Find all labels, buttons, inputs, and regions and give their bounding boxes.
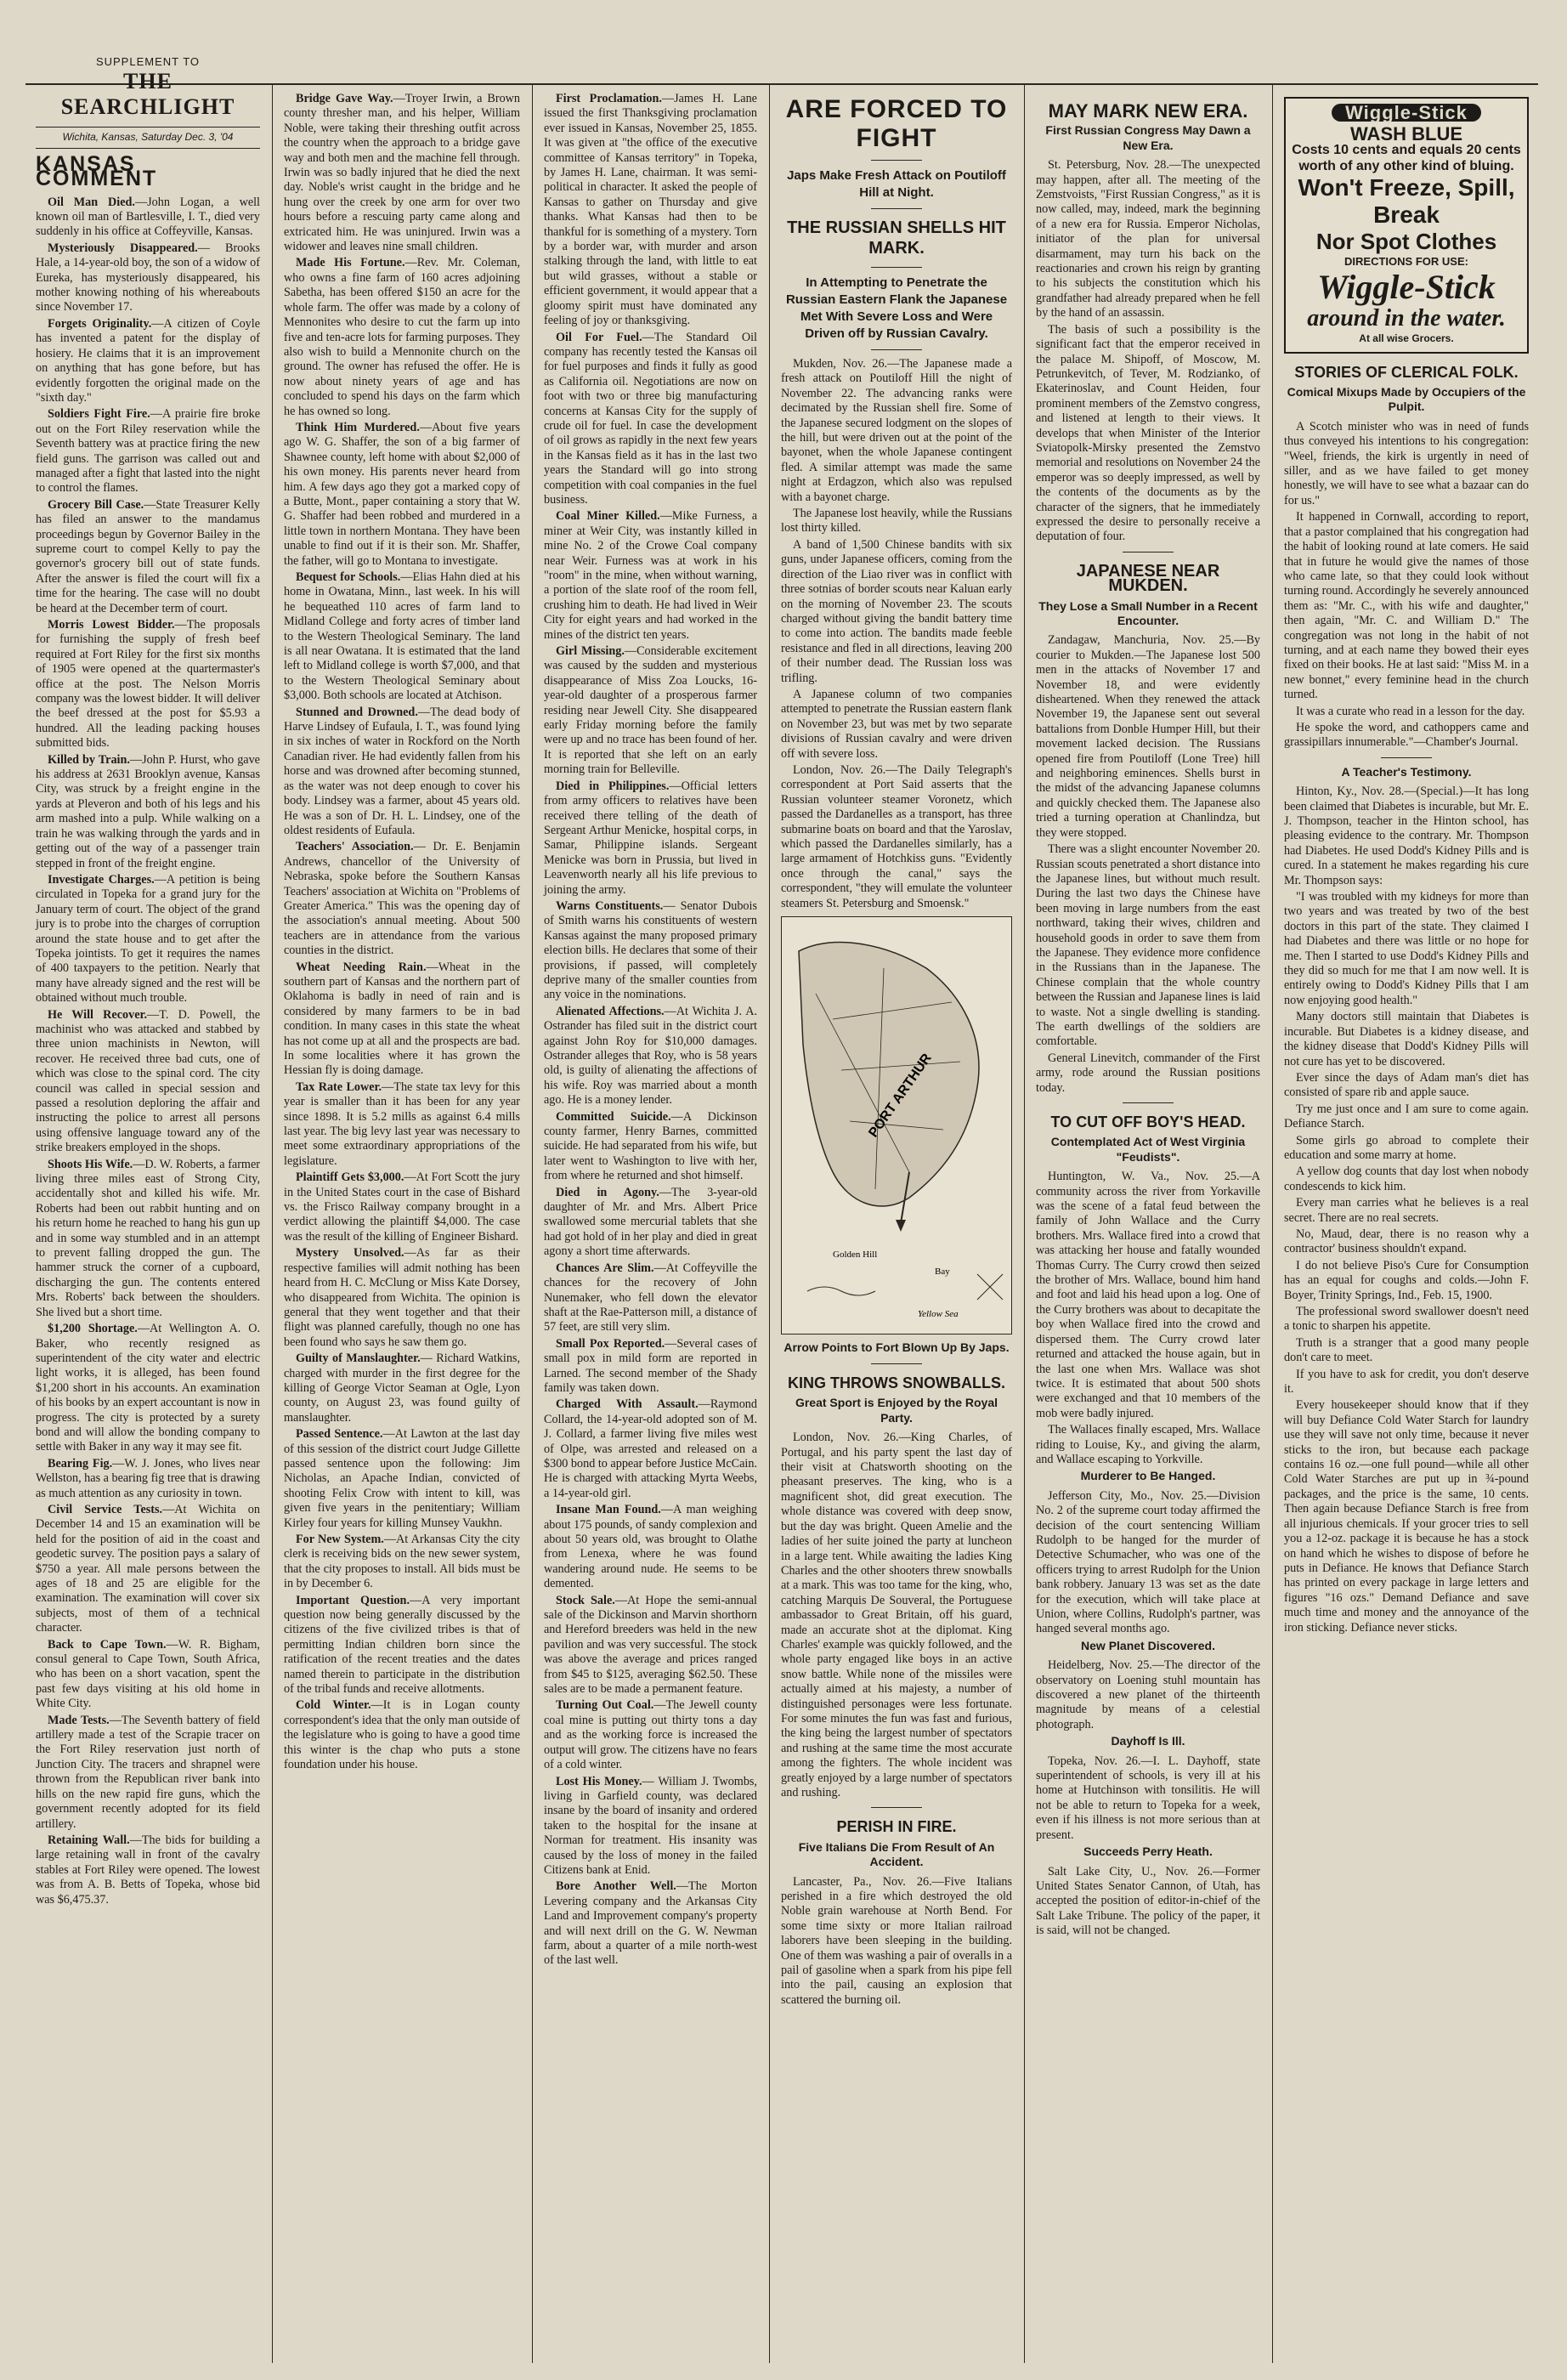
news-item bbox=[544, 1594, 757, 1697]
paragraph: Lancaster, Pa., Nov. 26.—Five Italians perished in a fire which destroyed the old Noble grain warehouse at North Bend. For some time sixty or more Italian railroad laborers have been sleeping in the building. One of them was washing a pair of overalls in a pail of gasoline when a spark from his pipe fell into the pail, causing an explosion that scattered the burning oil. bbox=[781, 1874, 1012, 2007]
news-item bbox=[36, 618, 260, 751]
planet-headline: New Planet Discovered. bbox=[1081, 1638, 1215, 1652]
news-item-text: — William J. Twombs, living in Garfield county, was declared insane by the board of insanity and ordered taken to the hospital for the insane at Norman for treatment. His insanity was caused by the loss of money in the failed Citizens bank at Enid. bbox=[544, 1774, 757, 1877]
king-paras bbox=[781, 1431, 1012, 1800]
news-item-head: First Proclamation. bbox=[556, 92, 662, 105]
column-2 bbox=[274, 92, 530, 2363]
news-item-text: —The Standard Oil company has recently tested the Kansas oil for fuel purposes and finds it fully as good as California oil. Negotiations are now on foot with two or three big manufacturing concerns at Kansas City for the supply of crude oil for fuel. In case the development of oil grows as rapidly in the next few years in the Kansas field as it has in the last two years the Standard will go into strong competition with coal companies in the fuel business. bbox=[544, 330, 757, 507]
news-item-head: Morris Lowest Bidder. bbox=[48, 618, 175, 632]
col4-paras bbox=[781, 357, 1012, 911]
news-item bbox=[284, 92, 520, 254]
paragraph: Jefferson City, Mo., Nov. 25.—Division No. 2 of the supreme court today affirmed the decision of the court sentencing William Rudolph to be hanged for the murder of Detective Schumacher, who was one of the officers trying to arrest Rudolph for the Union bank robbery. January 13 was set as the date for the execution, which will take place at Union, where Collins, Rudolph's partner, was hanged several months ago. bbox=[1036, 1488, 1260, 1636]
news-item-head: Alienated Affections. bbox=[556, 1004, 665, 1018]
paragraph: St. Petersburg, Nov. 28.—The unexpected may happen, after all. The meeting of the Zemstvoists, "First Russian Congress," as it is now called, may, indeed, mark the beginning of a new era for Russia. Emperor Nicholas, initiator of the plan for universal disarmament, may turn his back on the reactionaries and crown his reign by granting to his subjects the constitution which his grandfather had already prepared when he fell by the hand of an assassin. bbox=[1036, 158, 1260, 320]
dayhoff-headline: Dayhoff Is Ill. bbox=[1111, 1734, 1185, 1748]
ad-line-4: DIRECTIONS FOR USE: bbox=[1344, 254, 1468, 268]
heath-headline: Succeeds Perry Heath. bbox=[1083, 1844, 1213, 1859]
port-arthur-map bbox=[781, 916, 1012, 1334]
paragraph: Zandagaw, Manchuria, Nov. 25.—By courier to Mukden.—The Japanese lost 500 men in the attacks of November 17 and November 18, and were evidently disheartened. When they renewed the attack November 19, the Japanese sent out several battalions from Donble Humper Hill, but their movement lacked decision. The Russians opened fire from Poutiloff (Lone Tree) hill and neighboring eminences. Shells burst in the midst of the advancing Japanese columns and quickly checked them. The Japanese also tried a turning operation at Chanlindza, but they were stopped. bbox=[1036, 633, 1260, 840]
news-item-text: — Richard Watkins, charged with murder in the first degree for the killing of George Victor Seaman at Ogle, Lyon county, on August 23, was found guilty of manslaughter. bbox=[284, 1352, 520, 1425]
news-item bbox=[544, 92, 757, 329]
perish-paras bbox=[781, 1875, 1012, 2009]
news-item-head: Charged With Assault. bbox=[556, 1397, 699, 1412]
news-item bbox=[544, 1879, 757, 1968]
news-item bbox=[36, 196, 260, 240]
paragraph: I do not believe Piso's Cure for Consumption has an equal for coughs and colds.—John F. Boyer, Trinity Springs, Ind., Feb. 15, 1900. bbox=[1284, 1258, 1529, 1302]
news-item-head: Retaining Wall. bbox=[48, 1833, 130, 1847]
news-item-text: —At Fort Scott the jury in the United States court in the case of Bishard vs. the Frisco Railway company brought in a verdict allowing the plaintiff $4,000. The case was the result of the killing of Engineer Bishard. bbox=[284, 1170, 520, 1244]
news-item bbox=[544, 1110, 757, 1184]
clerical-subhead: Comical Mixups Made by Occupiers of the Pulpit. bbox=[1287, 385, 1526, 414]
mukden-subhead: They Lose a Small Number in a Recent Encounter. bbox=[1038, 598, 1258, 627]
ad-line-5: Wiggle-Stick bbox=[1317, 268, 1496, 307]
news-item-head: Passed Sentence. bbox=[296, 1427, 383, 1442]
news-item-head: Warns Constituents. bbox=[556, 898, 664, 913]
column-6 bbox=[1274, 92, 1539, 2363]
news-item-text: —Wheat in the southern part of Kansas and the northern part of Oklahoma is badly in need of rain and is considered by many farmers to be in bad condition. In many cases in this state the wheat has not come up at all and the prospects are bad. In some localities where it has grown the Hessian fly is doing damage. bbox=[284, 960, 520, 1078]
perish-subhead: Five Italians Die From Result of An Accident. bbox=[798, 1839, 995, 1869]
news-item-head: Mysteriously Disappeared. bbox=[48, 241, 198, 255]
news-item-text: —T. D. Powell, the machinist who was attacked and stabbed by three union machinists in Newton, will recover. He received three bad cuts, one of which was close to the spinal cord. The city council was called in special session and passed a resolution deploring the affair and instructing the police to arrest all persons using offensive language toward any of the strike breakers employed in the shops. bbox=[36, 1007, 260, 1155]
news-item-text: —The 3-year-old daughter of Mr. and Mrs. Albert Price swallowed some mercurial tablets that she had got hold of in her play and died in great agony a short time afterwards. bbox=[544, 1185, 758, 1259]
news-item bbox=[544, 1775, 757, 1878]
column-rule bbox=[769, 85, 770, 2363]
news-item-text: —At Lawton at the last day of this session of the district court Judge Gillette passed sentence upon the following: Jim Nicholas, an Apache Indian, convicted of shooting Felix Crow with intent to kill, was given five years in the penitentiary; William Kirley four years for killing Munsey Vaukhn. bbox=[284, 1427, 520, 1530]
news-item-text: —James H. Lane issued the first Thanksgiving proclamation ever issued in Kansas, November 25, 1855. It was given at "the office of the executive committee of Kansas territory" in Topeka, by James H. Lane, chairman. It was semi-political in character. It asked the people of Kansas to gather on Thursday and give thanks. What Kansas had then to be thankful for is something of a mystery. Torn by a border war, with murder and arson stalking through the land, with little to eat but wild grasses, without a stable or efficient government, it would appear that a gloomy spirit must have dominated any feeling of joy or thanksgiving. bbox=[544, 92, 757, 328]
paragraph: He spoke the word, and cathoppers came and grassipillars innumerable."—Chamber's Journal. bbox=[1284, 720, 1529, 750]
paragraph: A yellow dog counts that day lost when nobody condescends to kick him. bbox=[1284, 1164, 1529, 1193]
news-item-text: — Senator Dubois of Smith warns his constituents of western Kansas against the many proposed primary election bills. He declares that some of their provisions, if passed, will completely deprive many of the smaller counties from any voice in the nominations. bbox=[544, 898, 757, 1002]
news-item-head: Mystery Unsolved. bbox=[296, 1246, 404, 1261]
news-item-head: Oil For Fuel. bbox=[556, 330, 642, 344]
column-4 bbox=[771, 92, 1022, 2363]
news-item-head: Made His Fortune. bbox=[296, 256, 405, 270]
news-item bbox=[284, 706, 520, 839]
news-item-text: —As far as their respective families will admit nothing has been heard from H. C. McClung or Miss Kate Dorsey, who disappeared from Wichita. The opinion is general that they went together and that their flight was planned carefully, though no one has been found who says he saw them go. bbox=[284, 1246, 520, 1349]
news-item-text: —Troyer Irwin, a Brown county thresher man, and his helper, William Noble, were taking their threshing outfit across the country when the approach to a bridge gave way and both men and the machine fell through. Irwin was so badly injured that he died the next day. Noble's wrist caught in the bridge and he hung over the creek by one arm for over two hours before a rescuing party came along and extricated him. He was uninjured. Irwin was a widower and leaves nine small children. bbox=[284, 92, 521, 254]
news-item bbox=[36, 498, 260, 616]
news-item-head: Small Pox Reported. bbox=[556, 1336, 665, 1351]
paragraph: Topeka, Nov. 26.—I. L. Dayhoff, state superintendent of schools, is very ill at his home at Hutchinson with tonsilitis. He will not be able to return to Topeka for a week, even if his illness is not more serious than at present. bbox=[1036, 1754, 1260, 1842]
perish-headline: PERISH IN FIRE. bbox=[836, 1818, 957, 1836]
news-item-head: Turning Out Coal. bbox=[556, 1698, 654, 1713]
paragraph: The professional sword swallower doesn't need a tonic to sharpen his appetite. bbox=[1284, 1305, 1529, 1334]
paragraph: Every housekeeper should know that if they will buy Defiance Cold Water Starch for laundry use they will save not only time, because it never sticks to the iron, but because each package contains 16 oz.—one full pound—while all other Cold Water Starches are put up in ¾-pound packages, and the price is the same, 10 cents. Then again because Defiance Starch is free from all injurious chemicals. If your grocer tries to sell you a 12-oz. package it is because he has a stock on hand which he wishes to dispose of before he puts in Defiance. He knows that Defiance Starch has printed on every package in large letters and figures "16 ozs." Demand Defiance and save much time and money and the annoyance of the iron sticking. Defiance never sticks. bbox=[1284, 1398, 1529, 1635]
separator bbox=[871, 1363, 922, 1364]
paragraph: London, Nov. 26.—King Charles, of Portugal, and his party spent the last day of their visit at Chatsworth shooting on the pheasant preserves. The king, who is a magnificent shot, did great execution. The whole distance was covered with deep snow, but the day was bright. Queen Amelie and the ladies of her suite joined the party at luncheon in a large tent. While awaiting the ladies King Charles and the other shooters threw snowballs at a mark. This was too tame for the king, who, catching Marquis De Souveral, the Portuguese ambassador to Great Britain, off his guard, made an accurate shot at the diplomat. King Charles' example was quickly followed, and the whole party engaged like boys in an active snow battle. While none of the missiles were actually aimed at his majesty, a number of distinguished personages were less fortunate. For some minutes the fun was fast and furious, the king being the largest number of spectators and rushing at the same time the most accurate among the fighters. The whole incident was greatly enjoyed by a large number of spectators and rushing. bbox=[781, 1431, 1012, 1799]
era-subhead: First Russian Congress May Dawn a New Era. bbox=[1045, 123, 1251, 152]
news-item bbox=[544, 779, 757, 898]
separator bbox=[1123, 1102, 1174, 1103]
news-item-text: —Mike Furness, a miner at Weir City, was instantly killed in mine No. 2 of the Crowe Coal company near Weir. Furness was at work in his "room" in the mine, when without warning, a portion of the slate roof of the room fell, crushing him to death. He had lived in Weir City for eight years and had worked in the mines of the district ten years. bbox=[544, 509, 757, 642]
news-item-text: —The Seventh battery of field artillery made a test of the Scrapie tracer on the Fort Riley reservation just north of Junction City. The tracers and shrapnel were thrown from the Republican river bank into hills on the new rapid fire guns, which the government recently adopted for its field artillery. bbox=[36, 1713, 260, 1831]
news-item-text: —A very important question now being generally discussed by the citizens of the five civilized tribes is that of permitting Indian children born since the ratification of the recent treaties and the dates named therein to participate in the distribution of the tribal funds and receive allotments. bbox=[284, 1593, 521, 1697]
ad-brand: Wiggle-Stick bbox=[1332, 104, 1481, 122]
news-item bbox=[544, 644, 757, 778]
paper-title: THE SEARCHLIGHT bbox=[60, 69, 235, 120]
news-item bbox=[544, 1397, 757, 1501]
news-item bbox=[284, 1246, 520, 1350]
separator bbox=[871, 349, 922, 350]
wiggle-stick-ad bbox=[1284, 97, 1529, 354]
news-item bbox=[544, 509, 757, 643]
news-item bbox=[544, 331, 757, 508]
ad-line-2: Won't Freeze, Spill, Break bbox=[1298, 173, 1515, 228]
news-item-head: Bequest for Schools. bbox=[296, 570, 401, 584]
news-item-text: —At Coffeyville the chances for the recovery of John Nunemaker, who fell down the elevator shaft at the Rae-Patterson mill, a distance of 57 feet, are still very slim. bbox=[544, 1261, 757, 1334]
map-label: Yellow Sea bbox=[918, 1309, 959, 1320]
hanged-paras bbox=[1036, 1489, 1260, 1637]
paragraph: The basis of such a possibility is the significant fact that the emperor received in the palace M. Shipoff, of Moscow, M. Petrunkevitch, of Tever, M. Rodzianko, of Ekaterinoslav, and Count Heiden, four prominent members of the Zemstvo congress, and listened at length to their views. It develops that when Minister of the Interior Sviatopolk-Mirsky presented the Zemstvo memorial and resolutions on November 24 the emperor was so deeply impressed, as well by the contents of the documents as by the character of the signers, that he immediately expressed the desire to personally receive a deputation of four. bbox=[1036, 322, 1260, 544]
news-item bbox=[284, 960, 520, 1079]
news-item-text: —W. R. Bigham, consul general to Cape Town, South Africa, who has been on a short vacation, spent the past few days visiting at his old home in White City. bbox=[36, 1637, 260, 1711]
map-label: Bay bbox=[935, 1266, 950, 1278]
separator bbox=[1381, 757, 1432, 758]
ad-line-1: Costs 10 cents and equals 20 cents worth of any other kind of bluing. bbox=[1292, 142, 1521, 173]
paragraph: It happened in Cornwall, according to report, that a pastor complained that his congregation had the habit of looking round at late comers. He said that in future he would give the names of those who came late, so that they could look without turning round. Accordingly he severely announced them as: "Mr. C., with his wife and daughter," then again, "Mr. C. and William D." The congregation was not long in the habit of not turning, and at each name they bowed their eyes fixed on their books. He at last said: "Miss M. in a new bonnet," every feminine head in the church turned. bbox=[1284, 510, 1529, 702]
news-item-head: Lost His Money. bbox=[556, 1774, 642, 1788]
news-item-text: —D. W. Roberts, a farmer living three miles east of Strong City, accidentally shot and killed his wife. Mr. Roberts had been out rabbit hunting and on his return home he reached to hang his gun up and in some way stumbled and in an attempt to prevent falling dropped the gun. The hammer struck the corner of a cupboard, discharging the gun. The contents entered Mrs. Roberts' back between the shoulders. She lived but a short time. bbox=[36, 1157, 260, 1319]
col1-articles bbox=[36, 196, 260, 1907]
paragraph: London, Nov. 26.—The Daily Telegraph's correspondent at Port Said asserts that the Russian volunteer steamer Voronetz, which passed the Dardanelles as a transport, has three submarine boats on board and that the Yaroslav, which passed the Dardanelles similarly, has a large armament of Hotchkiss guns. "Evidently once through the canal," says the correspondent, "they will emulate the volunteer steamers St. Petersburg and Smoensk." bbox=[781, 762, 1012, 910]
news-item-head: Died in Agony. bbox=[556, 1185, 659, 1199]
paragraph: A band of 1,500 Chinese bandits with six guns, under Japanese officers, coming from the direction of the Liao river was in conflict with three sotnias of border scouts near Kaluan early on the morning of November 23. The scouts charged without giving the bandit battery time to come into action. The bandits made feeble resistance and fled in all directions, leaving 200 of their number dead. The Russian loss was trifling. bbox=[781, 537, 1012, 685]
ad-line-3: Nor Spot Clothes bbox=[1315, 228, 1497, 254]
news-item-text: —Elias Hahn died at his home in Owatana, Minn., last week. In his will he bequeathed 110 acres of farm land to Midland College and forty acres of timber land to the Western Theological Seminary. The land is all near Owatana. It is estimated that the land left to Midland college is worth $7,000, and that to the Western Theological Seminary about $3,000. Both schools are located at Atchison. bbox=[284, 570, 520, 703]
news-item-text: —Considerable excitement was caused by the sudden and mysterious disappearance of Miss Zoa Loucks, 16-year-old daughter of a prosperous farmer residing near Jewell City. She disappeared early Friday morning before the family were up and no trace has been found of her. It is reported that she left on an early morning train for Belleville. bbox=[544, 644, 757, 777]
news-item-head: Bridge Gave Way. bbox=[296, 92, 393, 105]
news-item-text: —A man weighing about 175 pounds, of sandy complexion and about 50 years old, was brought to Olathe from Lenexa, where he was found wandering around nude. He seems to be demented. bbox=[544, 1503, 758, 1591]
news-item bbox=[36, 1322, 260, 1455]
mukden-headline: JAPANESE NEAR MUKDEN. bbox=[1076, 561, 1220, 596]
news-item bbox=[544, 1005, 757, 1108]
news-item bbox=[36, 407, 260, 496]
paragraph: No, Maud, dear, there is no reason why a contractor' business shouldn't expand. bbox=[1284, 1227, 1529, 1256]
news-item-head: Forgets Originality. bbox=[48, 316, 152, 331]
map-label: PORT ARTHUR bbox=[866, 1051, 935, 1141]
news-item-head: Girl Missing. bbox=[556, 644, 625, 659]
dayhoff-paras bbox=[1036, 1754, 1260, 1843]
ad-line-7: At all wise Grocers. bbox=[1359, 332, 1454, 345]
paragraph: Huntington, W. Va., Nov. 25.—A community across the river from Yorkaville was the scene of a fatal feud between the family of John Wallace and the Curry brothers. Mrs. Wallace fired into a crowd that was attacking her house and fatally wounded Thomas Curry. The Curry crowd then seized the brother of Mrs. Wallace, bound him hand and foot and laid his head upon a log. One of the Curry brothers was about to decapitate the boy when Wallace fired into the crowd and dispersed them. The Curry crowd later returned and attacked the house again, but in the last one when Mrs. Wallace was shot twice. It is estimated that about 500 shots were exchanged and that 10 members of the mob were badly injured. bbox=[1036, 1170, 1260, 1420]
era-headline: MAY MARK NEW ERA. bbox=[1048, 100, 1248, 122]
news-item bbox=[284, 570, 520, 704]
news-item-head: Shoots His Wife. bbox=[48, 1157, 133, 1171]
news-item-head: Committed Suicide. bbox=[556, 1109, 671, 1124]
news-item-text: —A petition is being circulated in Topeka for a grand jury for the January term of court. The object of the grand jury is to probe into the charges of corruption around the state house and to get after the Topeka jointists. To get it requires the names of 400 taxpayers to the petition. Nearly that many have already signed and the rest will be obtained without much trouble. bbox=[36, 872, 261, 1006]
news-item-head: Tax Rate Lower. bbox=[296, 1080, 382, 1094]
column-3 bbox=[534, 92, 767, 2363]
news-item-head: Guilty of Manslaughter. bbox=[296, 1352, 421, 1366]
news-item bbox=[544, 1698, 757, 1772]
news-item-text: — Dr. E. Benjamin Andrews, chancellor of the University of Nebraska, spoke before the Southern Kansas Teachers' association at Wichita on "Problems of Greater America." This was the opening day of the association's annual meeting. About 500 teachers are in attendance from the various counties in the district. bbox=[284, 840, 520, 958]
news-item-head: Wheat Needing Rain. bbox=[296, 960, 427, 974]
news-item bbox=[544, 1503, 757, 1591]
news-item bbox=[36, 873, 260, 1006]
news-item bbox=[544, 1261, 757, 1335]
news-item-head: Important Question. bbox=[296, 1593, 410, 1607]
news-item-text: —At Wichita J. A. Ostrander has filed suit in the district court against John Roy for $10,000 damages. Ostrander alleges that Roy, who is 58 years old, is guilty of alienating the affections of his wife. Roy was married about a month ago. He is a money lender. bbox=[544, 1004, 758, 1108]
news-item-text: —Rev. Mr. Coleman, who owns a fine farm of 160 acres adjoining Sabetha, has been offered $150 an acre for the whole farm. The offer was made by a colony of Mennonites who desire to cut the farm up into five and ten-acre lots for farming purposes. They also wish to build a Mennonite church on the ground. The owner has refused the offer. He is now about ninety years of age and has concluded to spend his days on the farm which he has owned so long. bbox=[284, 256, 520, 418]
column-rule bbox=[272, 85, 273, 2363]
clerical-headline: STORIES OF CLERICAL FOLK. bbox=[1294, 363, 1519, 381]
news-item-head: Stunned and Drowned. bbox=[296, 705, 418, 719]
column-5 bbox=[1026, 92, 1270, 2363]
column-rule bbox=[532, 85, 533, 2363]
news-item-text: —About five years ago W. G. Shaffer, the son of a big farmer of Shawnee county, left home with about $2,000 of his own money. His parents never heard from him. A few days ago they got a marked copy of a Butte, Mont., paper containing a story that W. G. Shaffer had been robbed and murdered in a little town in northern Montana. They have been unable to find out if it is their son. Mr. Shaffer, the father, will go to Montana to investigate. bbox=[284, 420, 520, 568]
news-item-head: Stock Sale. bbox=[556, 1593, 615, 1607]
heath-paras bbox=[1036, 1865, 1260, 1939]
news-item bbox=[284, 1352, 520, 1425]
news-item-text: —Several cases of small pox in mild form are reported in Larned. The second member of the Shady family was taken down. bbox=[544, 1336, 757, 1395]
news-item-head: Back to Cape Town. bbox=[48, 1637, 167, 1652]
news-item-head: Bearing Fig. bbox=[48, 1456, 113, 1470]
news-item bbox=[284, 1533, 520, 1592]
paragraph: A Scotch minister who was in need of funds thus conveyed his intentions to his congregation: "Weel, friends, the kirk is urgently in need of siller, and as we have failed to get money honestly, we will have to see what a bazaar can do for us." bbox=[1284, 419, 1529, 507]
news-item-text: —John P. Hurst, who gave his address at 2631 Brooklyn avenue, Kansas City, was struck by a freight engine in the yards at Pleveron and both of his legs and his arm mashed into a pulp. While walking on a train he was walking through the yards and in getting out of the way of a passenger train stepped in front of the freight engine. bbox=[36, 752, 260, 870]
news-item-head: Bore Another Well. bbox=[556, 1879, 676, 1894]
planet-paras bbox=[1036, 1658, 1260, 1732]
news-item-head: Died in Philippines. bbox=[556, 779, 670, 793]
news-item bbox=[36, 1457, 260, 1501]
paragraph: Truth is a stranger that a good many people don't care to meet. bbox=[1284, 1335, 1529, 1365]
news-item bbox=[36, 753, 260, 871]
news-item-text: —A Dickinson county farmer, Henry Barnes, committed suicide. He had separated from his wife, but later went to Washington to live with her, from where he returned and shot himself. bbox=[544, 1109, 757, 1183]
news-item bbox=[36, 241, 260, 315]
paragraph: Mukden, Nov. 26.—The Japanese made a fresh attack on Poutiloff Hill the night of November 22. The advancing ranks were decimated by the Russian shell fire. Some of the Japanese secured lodgment on the slopes of the hill, but were driven out at the point of the bayonet, when the whole Japanese contingent fled. A similar attempt was made the same night at Erdagzon, which also was repulsed with a bayonet charge. bbox=[781, 357, 1012, 504]
news-item-text: —The state tax levy for this year is smaller than it has been for any year since 1898. It is 5.2 mills as against 6.4 mills last year. The big levy last year was necessary to meet some extraordinary appropriations of the legislature. bbox=[284, 1080, 520, 1168]
section-title: KANSAS COMMENT bbox=[36, 151, 158, 191]
news-item-head: Insane Man Found. bbox=[556, 1503, 661, 1517]
news-item bbox=[36, 1158, 260, 1320]
news-item-text: —A citizen of Coyle has invented a patent for the display of hosiery. He claims that it is an improvement on anything that has gone before, but has evidently forgotten the original made on the "sixth day." bbox=[36, 316, 260, 405]
deck-2: THE RUSSIAN SHELLS HIT MARK. bbox=[787, 218, 1006, 258]
news-item-text: —Raymond Collard, the 14-year-old adopted son of M. J. Collard, a farmer living five miles west of Olpe, was arrested and released on a $300 bond to appear before Justice McCain. He is charged with attacking Myrta Weebs, a 14-year-old girl. bbox=[544, 1397, 757, 1500]
paragraph: The Wallaces finally escaped, Mrs. Wallace riding to Louise, Ky., and giving the alarm, and Wallace escaping to Yorkville. bbox=[1036, 1423, 1260, 1466]
news-item-head: Plaintiff Gets $3,000. bbox=[296, 1170, 404, 1185]
news-item-head: Investigate Charges. bbox=[48, 872, 155, 887]
news-item-text: —At Arkansas City the city clerk is receiving bids on the new sewer system, that the city proposes to install. All bids must be in by December 6. bbox=[284, 1533, 520, 1591]
ad-line-6: around in the water. bbox=[1307, 305, 1506, 332]
news-item bbox=[544, 1186, 757, 1260]
news-item-head: $1,200 Shortage. bbox=[48, 1322, 138, 1336]
separator bbox=[871, 160, 922, 161]
news-item-head: Teachers' Association. bbox=[296, 840, 414, 854]
map-caption: Arrow Points to Fort Blown Up By Japs. bbox=[784, 1340, 1010, 1355]
news-item bbox=[284, 1427, 520, 1531]
column-rule bbox=[1024, 85, 1025, 2363]
news-item-head: Killed by Train. bbox=[48, 752, 130, 767]
news-item bbox=[36, 1503, 260, 1636]
paragraph: It was a curate who read in a lesson for the day. bbox=[1296, 704, 1525, 718]
news-item bbox=[36, 1714, 260, 1832]
news-item-text: — Brooks Hale, a 14-year-old boy, the son of a widow of Eureka, has mysteriously disappeared, his mother knowing nothing of his whereabouts since November 17. bbox=[36, 241, 260, 314]
news-item-head: Soldiers Fight Fire. bbox=[48, 407, 150, 422]
news-item bbox=[284, 840, 520, 958]
news-item-text: —A prairie fire broke out on the Fort Riley reservation while the Seventh battery was at practice firing the new field guns. The garrison was called out and managed after a fight that lasted into the night to control the flames. bbox=[36, 407, 260, 496]
king-subhead: Great Sport is Enjoyed by the Royal Party. bbox=[795, 1396, 998, 1425]
news-item-text: —State Treasurer Kelly has filed an answer to the mandamus proceedings begun by Governor Bailey in the supreme court to compel Kelly to pay the governor's grocery bill out of state funds. After the answer is filed the court will fix a time for the hearing. The case will no doubt be heard at the December term of court. bbox=[36, 497, 260, 615]
paragraph: If you have to ask for credit, you don't deserve it. bbox=[1284, 1367, 1529, 1397]
paragraph: The Japanese lost heavily, while the Russians lost thirty killed. bbox=[781, 507, 1012, 536]
news-item bbox=[284, 1170, 520, 1244]
headline: ARE FORCED TO FIGHT bbox=[785, 95, 1008, 152]
paragraph: Salt Lake City, U., Nov. 26.—Former United States Senator Cannon, of Utah, has accepted the position of editor-in-chief of the Salt Lake Tribune. The policy of the paper, it is said, will not be changed. bbox=[1036, 1864, 1260, 1938]
paragraph: Some girls go abroad to complete their education and some marry at home. bbox=[1284, 1133, 1529, 1162]
news-item-head: Made Tests. bbox=[48, 1713, 110, 1727]
separator bbox=[871, 1807, 922, 1808]
clerical-paras bbox=[1284, 420, 1529, 751]
masthead bbox=[36, 54, 260, 149]
news-item-head: Cold Winter. bbox=[296, 1698, 371, 1713]
news-item-text: —The bids for building a large retaining wall in front of the cavalry stables at Fort Riley were opened. The lowest was from A. B. Betts of Topeka, whose bid was $6,475.37. bbox=[36, 1833, 261, 1907]
paragraph: Hinton, Ky., Nov. 28.—(Special.)—It has long been claimed that Diabetes is incurable, but Mr. E. J. Thompson, teacher in the Hinton school, has pleasing evidence to the contrary. Mr. Thompson had Diabetes. He used Dodd's Kidney Pills and is cured. In a statement he makes regarding his cure Mr. Thompson says: bbox=[1284, 785, 1529, 887]
map-label: Golden Hill bbox=[833, 1250, 878, 1261]
hanged-headline: Murderer to Be Hanged. bbox=[1080, 1469, 1216, 1483]
news-item bbox=[36, 1008, 260, 1156]
dateline: Wichita, Kansas, Saturday Dec. 3, '04 bbox=[36, 127, 260, 148]
news-item-head: For New System. bbox=[296, 1533, 384, 1546]
boy-headline: TO CUT OFF BOY'S HEAD. bbox=[1050, 1114, 1246, 1130]
map-illustration bbox=[782, 917, 1011, 1334]
separator bbox=[871, 208, 922, 209]
news-item-head: Civil Service Tests. bbox=[48, 1502, 163, 1516]
news-item-text: —The proposals for furnishing the supply of fresh beef required at Fort Riley for the first six months of 1905 were opened at the quartermaster's office at the post. The Nelson Morris company was the lowest bidder. It will deliver the beef dressed at the post for $5.93 a hundred. All the leading packing houses submitted bids. bbox=[36, 618, 260, 751]
news-item-head: Grocery Bill Case. bbox=[48, 497, 144, 512]
paragraph: Every man carries what he believes is a real secret. There are no real secrets. bbox=[1284, 1196, 1529, 1225]
paragraph: Ever since the days of Adam man's diet has consisted of spare rib and apple sauce. bbox=[1284, 1070, 1529, 1100]
news-item bbox=[284, 256, 520, 418]
news-item-head: Oil Man Died. bbox=[48, 195, 135, 209]
news-item bbox=[284, 1698, 520, 1772]
column-1 bbox=[25, 54, 270, 2363]
news-item-text: —At Wellington A. O. Baker, who recently resigned as superintendent of the city water and electric light works, it is alleged, has been found $1,200 short in his accounts. An examination of his books by an expert accountant is now in progress. The city is protected by a surety bond and will allow the bonding company to settle with Baker in any way it may see fit. bbox=[36, 1322, 260, 1454]
news-item-head: Chances Are Slim. bbox=[556, 1261, 654, 1275]
paragraph: "I was troubled with my kidneys for more than two years and was treated by two of the best doctors in this part of the state. They claimed I had Diabetes and there was little or no hope for me. Then I started to use Dodd's Kidney Pills and they did so much for me that I am now well. It is entirely owing to Dodd's Kidney Pills that I am now enjoying good health." bbox=[1284, 890, 1529, 1007]
news-item-head: He Will Recover. bbox=[48, 1007, 148, 1022]
news-item-head: Think Him Murdered. bbox=[296, 420, 420, 434]
king-headline: KING THROWS SNOWBALLS. bbox=[788, 1374, 1005, 1392]
news-item bbox=[36, 1638, 260, 1712]
paragraph: Heidelberg, Nov. 25.—The director of the observatory on Loening stuhl mountain has discovered a new planet of the thirteenth magnitude by means of a celestial photograph. bbox=[1036, 1658, 1260, 1731]
news-item-text: —John Logan, a well known oil man of Bartlesville, I. T., died very suddenly in his office at Coffeyville, Kansas. bbox=[36, 195, 261, 239]
deck-1: Japs Make Fresh Attack on Poutiloff Hill at Night. bbox=[787, 168, 1006, 200]
teacher-paras bbox=[1284, 785, 1529, 1635]
paragraph: A Japanese column of two companies attempted to penetrate the Russian eastern flank on November 23, but was met by two separate divisions of Russian cavalry and were driven off with severe loss. bbox=[781, 687, 1012, 761]
news-item-head: Coal Miner Killed. bbox=[556, 509, 660, 524]
news-item-text: —W. J. Jones, who lives near Wellston, has a bearing fig tree that is drawing as much attention as any curiosity in town. bbox=[36, 1456, 261, 1500]
deck-3: In Attempting to Penetrate the Russian Eastern Flank the Japanese Met With Severe Loss and Were Driven off by Russian Cavalry. bbox=[785, 275, 1008, 341]
news-item-text: —The Morton Levering company and the Arkansas City Land and Improvement company's property and will next drill on the G. W. Newman farm, about a quarter of a mile north-west of the last well. bbox=[544, 1879, 758, 1968]
boy-paras bbox=[1036, 1170, 1260, 1467]
mukden-paras bbox=[1036, 633, 1260, 1096]
paragraph: Many doctors still maintain that Diabetes is incurable. But Diabetes is a kidney disease, and the kidney disease that Dodd's Kidney Pills will not cure has yet to be discovered. bbox=[1284, 1010, 1529, 1068]
news-item bbox=[544, 899, 757, 1003]
news-item-text: —The Jewell county coal mine is putting out thirty tons a day and as the working force is increased the output will grow. The citizens have no fears of a cold winter. bbox=[544, 1698, 757, 1772]
news-item-text: —It is in Logan county correspondent's idea that the only man outside of the legislature who is going to have a good time this winter is the chap who puts a stone foundation under his house. bbox=[284, 1698, 520, 1772]
news-item-text: —At Wichita on December 14 and 15 an examination will be held for the position of aid in the coast and geodetic survey. The position pays a salary of $750 a year. All male persons between the ages of 18 and 25 are eligible for the examination. The examination will cover six subjects, most of them of a technical character. bbox=[36, 1502, 260, 1635]
news-item-text: —The dead body of Harve Lindsey of Eufaula, I. T., was found lying in six inches of water in Rockford on the North Canadian river. He had evidently fallen from his horse and was drowned after becoming stunned, as the water was not deep enough to cover his body. Lindsey was a farmer, about 45 years old. He was a son of Dr. H. L. Lindsey, one of the oldest residents of Eufaula. bbox=[284, 705, 520, 837]
boy-subhead: Contemplated Act of West Virginia "Feudists". bbox=[1050, 1135, 1246, 1164]
supplement-label: SUPPLEMENT TO bbox=[95, 55, 201, 68]
news-item bbox=[544, 1337, 757, 1397]
news-item bbox=[284, 421, 520, 569]
news-item-text: —Official letters from army officers to relatives have been received there telling of the death of Sergeant Arthur Menicke, hospital corps, in Samar, Philippine islands. Sergeant Menicke was born in Prussia, but lived in Leavenworth nearly all his life previous to joining the army. bbox=[544, 779, 757, 897]
news-item bbox=[284, 1594, 520, 1697]
teacher-headline: A Teacher's Testimony. bbox=[1341, 764, 1472, 779]
era-paras bbox=[1036, 158, 1260, 545]
paragraph: Try me just once and I am sure to come again. Defiance Starch. bbox=[1284, 1102, 1529, 1131]
paragraph: There was a slight encounter November 20. Russian scouts penetrated a short distance into the Japanese lines, but without much result. During the last two days the Chinese have been moving in large numbers from the east northward, taking their wives, children and household goods in order to save them from the Japanese. They evidence more confidence in the Russians than in the Japanese. The Chinese complain that the whole country between the Russian and Japanese lines is laid to waste. Not a single dwelling is standing. The earth dwellings of the soldiers are comfortable. bbox=[1036, 842, 1260, 1049]
separator bbox=[871, 267, 922, 268]
news-item bbox=[36, 1833, 260, 1907]
news-item bbox=[36, 317, 260, 405]
news-item bbox=[284, 1080, 520, 1169]
ad-product: WASH BLUE bbox=[1350, 123, 1462, 145]
news-item-text: —At Hope the semi-annual sale of the Dickinson and Marvin shorthorn and Hereford breeders was held in the new pavilion and was very successful. The stock was above the average and prices ranged from $45 to $125, averaging $62.50. These sales are to be made a permanent feature. bbox=[544, 1593, 757, 1697]
paragraph: General Linevitch, commander of the First army, rode around the Russian positions today. bbox=[1036, 1051, 1260, 1095]
column-rule bbox=[1272, 85, 1273, 2363]
